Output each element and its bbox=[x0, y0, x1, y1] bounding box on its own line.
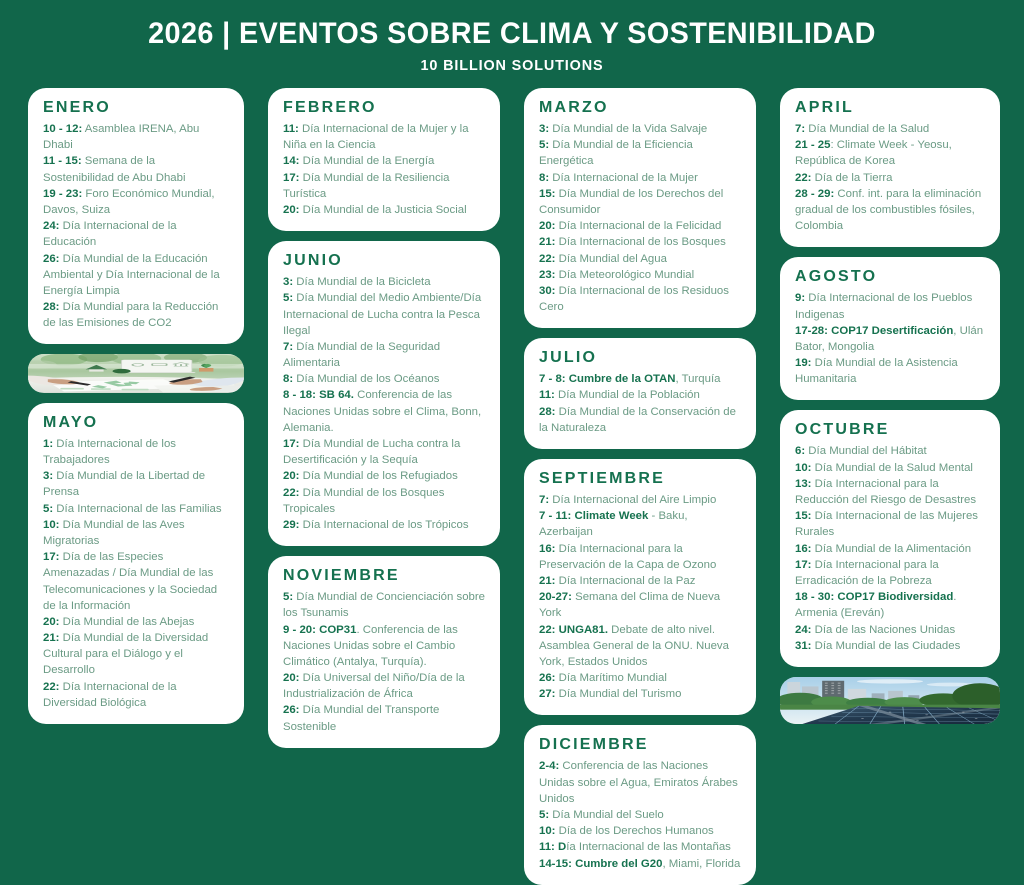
page-subtitle: 10 BILLION SOLUTIONS bbox=[420, 56, 604, 74]
event-date: 20: bbox=[539, 220, 556, 233]
event-text: Día Mundial de la Diversidad Cultural para el Diálogo y el Desarrollo bbox=[43, 632, 209, 677]
event-item bbox=[795, 121, 985, 137]
event-item bbox=[283, 622, 485, 671]
event-item bbox=[539, 839, 741, 855]
column-1 bbox=[0, 88, 256, 724]
event-date: 8: bbox=[539, 171, 550, 184]
event-text: Día Mundial de la Bicicleta bbox=[293, 276, 431, 289]
month-heading: MARZO bbox=[539, 99, 609, 116]
event-text: Día Internacional de los Bosques bbox=[555, 236, 726, 249]
event-date: 16: bbox=[795, 542, 812, 555]
event-date: 26: bbox=[539, 672, 556, 685]
event-date: 26: bbox=[43, 252, 60, 265]
event-item bbox=[283, 121, 485, 153]
event-text: Asamblea IRENA, Abu Dhabi bbox=[43, 123, 200, 152]
solar-panels-city-illustration bbox=[780, 677, 1000, 724]
event-date: 28 - 29: bbox=[795, 187, 835, 200]
event-date: 9 - 20: bbox=[283, 623, 316, 636]
event-date: 10: bbox=[539, 825, 556, 838]
event-date: 7: bbox=[283, 340, 294, 353]
month-heading: SEPTIEMBRE bbox=[539, 470, 666, 487]
month-card-noviembre bbox=[268, 556, 500, 748]
event-text: Día Mundial del Suelo bbox=[549, 809, 664, 821]
event-text: Día Mundial del Hábitat bbox=[805, 445, 927, 458]
event-item bbox=[539, 387, 741, 403]
event-text: Día Mundial de la Justicia Social bbox=[299, 203, 467, 216]
event-text: Día Mundial de la Población bbox=[554, 389, 700, 402]
event-date: 10 - 12: bbox=[43, 123, 83, 135]
event-date: 3: bbox=[283, 276, 294, 289]
event-text: Conferencia de las Naciones Unidas sobre el Agua, Emiratos Árabes Unidos bbox=[539, 760, 738, 805]
event-date: 3: bbox=[539, 123, 550, 135]
event-date: 24: bbox=[43, 220, 60, 233]
event-item bbox=[795, 460, 985, 476]
event-text: Debate de alto nivel. Asamblea General de la ONU. Nueva York, Estados Unidos bbox=[539, 623, 729, 668]
event-item bbox=[43, 679, 229, 711]
event-item bbox=[283, 517, 485, 533]
event-list bbox=[539, 492, 741, 702]
event-date: 30: bbox=[539, 284, 556, 297]
event-item bbox=[539, 267, 741, 283]
event-text: , Ulán Bator, Mongolia bbox=[795, 324, 984, 353]
event-date: 22: bbox=[43, 680, 60, 693]
event-item bbox=[795, 170, 985, 186]
event-list bbox=[539, 371, 741, 436]
event-text: , Turquía bbox=[675, 373, 721, 386]
event-item bbox=[795, 323, 985, 355]
event-item bbox=[283, 290, 485, 339]
event-item bbox=[43, 153, 229, 185]
event-item bbox=[539, 541, 741, 573]
event-date: 5: bbox=[539, 809, 550, 821]
event-list bbox=[795, 121, 985, 234]
event-date: 21: bbox=[43, 632, 60, 645]
event-text: Día de la Tierra bbox=[811, 171, 893, 184]
event-item bbox=[283, 339, 485, 371]
event-item bbox=[283, 670, 485, 702]
event-item bbox=[539, 137, 741, 169]
photo-solar-panels-city bbox=[780, 677, 1000, 724]
event-date: 17: bbox=[43, 551, 60, 564]
event-date: 20: bbox=[283, 470, 300, 483]
event-item bbox=[283, 170, 485, 202]
event-text: Día Internacional del Aire Limpio bbox=[549, 494, 717, 506]
event-date: 22: bbox=[795, 171, 812, 184]
event-item bbox=[43, 468, 229, 500]
event-text: Día Marítimo Mundial bbox=[555, 672, 667, 685]
event-item bbox=[539, 589, 741, 621]
event-date: 11: bbox=[283, 123, 299, 135]
event-date: 8: bbox=[283, 373, 294, 386]
event-date: 15: bbox=[539, 187, 556, 200]
event-item bbox=[539, 856, 741, 872]
event-text: - Baku, Azerbaijan bbox=[539, 510, 688, 539]
event-list bbox=[795, 443, 985, 653]
event-item bbox=[43, 218, 229, 250]
column-4 bbox=[768, 88, 1024, 724]
event-date: 19: bbox=[795, 357, 812, 370]
event-text: Día Internacional de la Mujer y la Niña en la Ciencia bbox=[283, 123, 469, 152]
event-list bbox=[539, 121, 741, 315]
event-item bbox=[795, 638, 985, 654]
event-text: Día Mundial de la Vida Salvaje bbox=[549, 123, 708, 135]
column-3 bbox=[512, 88, 768, 870]
event-item bbox=[795, 476, 985, 508]
event-text: Día Mundial de la Alimentación bbox=[811, 542, 972, 555]
event-text: Día Mundial de la Asistencia Humanitaria bbox=[795, 357, 958, 386]
event-text: Día Internacional de las Mujeres Rurales bbox=[795, 510, 978, 539]
month-card-agosto bbox=[780, 257, 1000, 400]
event-date: 13: bbox=[795, 477, 812, 490]
event-text: Día Meteorológico Mundial bbox=[555, 268, 695, 281]
event-item bbox=[795, 355, 985, 387]
event-list bbox=[43, 121, 229, 331]
month-heading: JUNIO bbox=[283, 252, 343, 270]
event-text: Día Mundial del Turismo bbox=[555, 688, 682, 701]
event-text: Día Mundial de las Ciudades bbox=[811, 639, 961, 652]
event-text: Día Mundial de Concienciación sobre los Tsunamis bbox=[283, 591, 485, 620]
month-card-april bbox=[780, 88, 1000, 247]
event-text: Día Internacional de las Familias bbox=[53, 502, 222, 515]
event-date: 20: bbox=[283, 672, 300, 685]
event-text: Día Internacional de los Pueblos Indigenas bbox=[795, 292, 973, 321]
event-item bbox=[283, 485, 485, 517]
event-item bbox=[539, 492, 741, 508]
month-card-junio bbox=[268, 241, 500, 546]
column-2 bbox=[256, 88, 512, 733]
event-list bbox=[539, 758, 741, 871]
event-item bbox=[795, 443, 985, 459]
sustainability-meeting-illustration bbox=[28, 354, 244, 392]
event-date: 29: bbox=[283, 518, 300, 531]
event-date: 14-15: bbox=[539, 857, 572, 870]
event-text: Día Mundial de los Bosques Tropicales bbox=[283, 486, 445, 515]
event-item bbox=[795, 589, 985, 621]
event-date: 21 - 25 bbox=[795, 139, 831, 152]
month-card-octubre bbox=[780, 410, 1000, 666]
event-date: 9: bbox=[795, 292, 806, 305]
event-text: Día Mundial de las Aves Migratorias bbox=[43, 518, 185, 547]
calendar-columns bbox=[0, 88, 1024, 870]
event-text: Día Mundial del Medio Ambiente/Día Internacional de Lucha contra la Pesca Ilegal bbox=[283, 292, 482, 337]
event-item bbox=[43, 630, 229, 679]
page-title: 2026 | EVENTOS SOBRE CLIMA Y SOSTENIBILIDAD bbox=[148, 17, 876, 50]
event-text: Día de las Naciones Unidas bbox=[811, 623, 956, 636]
event-text: Día Mundial de los Refugiados bbox=[299, 470, 458, 483]
event-text: . Conferencia de las Naciones Unidas sobre el Cambio Climático (Antalya, Turquía). bbox=[283, 623, 458, 668]
event-item bbox=[539, 251, 741, 267]
event-date: 31: bbox=[795, 639, 812, 652]
event-item bbox=[283, 436, 485, 468]
event-text: Día Internacional para la Reducción del Riesgo de Desastres bbox=[795, 477, 977, 506]
month-heading: APRIL bbox=[795, 99, 854, 116]
month-card-mayo bbox=[28, 403, 244, 724]
event-text: Día Internacional de la Paz bbox=[555, 574, 696, 587]
event-date: 2-4: bbox=[539, 760, 560, 773]
event-text: Día Mundial de la Eficiencia Energética bbox=[539, 139, 693, 168]
event-item bbox=[283, 202, 485, 218]
event-highlight: COP17 Biodiversidad bbox=[834, 591, 954, 604]
month-heading: OCTUBRE bbox=[795, 421, 890, 439]
event-item bbox=[283, 153, 485, 169]
month-card-diciembre bbox=[524, 725, 756, 884]
event-item bbox=[283, 371, 485, 387]
event-text: Día Mundial de los Océanos bbox=[293, 373, 440, 386]
event-text: Conferencia de las Naciones Unidas sobre el Clima, Bonn, Alemania. bbox=[283, 389, 482, 434]
event-date: 22: bbox=[283, 486, 300, 499]
month-heading: ENERO bbox=[43, 99, 111, 116]
event-text: Día Internacional de los Trópicos bbox=[299, 518, 469, 531]
month-heading: JULIO bbox=[539, 349, 598, 367]
event-date: 15: bbox=[795, 510, 812, 523]
event-date: 7 - 8: bbox=[539, 373, 566, 386]
event-item bbox=[43, 251, 229, 300]
event-date: 11 - 15: bbox=[43, 155, 82, 168]
event-item bbox=[539, 170, 741, 186]
event-item bbox=[283, 702, 485, 734]
event-item bbox=[43, 549, 229, 614]
month-card-marzo bbox=[524, 88, 756, 328]
event-text: Día Internacional para la Erradicación de la Pobreza bbox=[795, 558, 939, 587]
event-highlight: COP17 Desertificación bbox=[827, 324, 954, 337]
event-list bbox=[795, 290, 985, 387]
event-text: Día Mundial de la Educación Ambiental y Día Internacional de la Energía Limpia bbox=[43, 252, 220, 297]
event-text: Conf. int. para la eliminación gradual de los combustibles fósiles, Colombia bbox=[795, 187, 982, 233]
month-card-febrero bbox=[268, 88, 500, 231]
event-item bbox=[43, 517, 229, 549]
event-date: 7: bbox=[795, 123, 806, 135]
page-header bbox=[0, 0, 1024, 74]
event-item bbox=[43, 121, 229, 153]
event-highlight: Cumbre del G20 bbox=[571, 857, 663, 870]
event-item bbox=[795, 137, 985, 169]
event-text: Día Mundial de la Salud Mental bbox=[811, 461, 973, 474]
event-highlight: UNGA81. bbox=[555, 623, 609, 636]
event-text: Día Mundial de los Derechos del Consumidor bbox=[539, 187, 724, 216]
event-text: Día Mundial de la Seguridad Alimentaria bbox=[283, 340, 441, 370]
event-item bbox=[539, 234, 741, 250]
event-item bbox=[43, 501, 229, 517]
event-item bbox=[539, 283, 741, 315]
event-item bbox=[43, 186, 229, 218]
photo-sustainability-meeting bbox=[28, 354, 244, 392]
event-item bbox=[43, 614, 229, 630]
event-item bbox=[539, 404, 741, 436]
event-item bbox=[283, 468, 485, 484]
event-date: 21: bbox=[539, 236, 556, 249]
event-item bbox=[539, 218, 741, 234]
event-highlight: Cumbre de la OTAN bbox=[565, 373, 676, 386]
event-text: Día Internacional de la Felicidad bbox=[555, 220, 722, 233]
event-date: 16: bbox=[539, 542, 556, 555]
event-list bbox=[283, 589, 485, 735]
event-highlight: COP31 bbox=[315, 623, 357, 636]
month-card-septiembre bbox=[524, 459, 756, 715]
event-item bbox=[283, 387, 485, 436]
event-text: Día Mundial de la Libertad de Prensa bbox=[43, 470, 206, 499]
event-item bbox=[539, 371, 741, 387]
event-item bbox=[539, 121, 741, 137]
event-date: 10: bbox=[43, 518, 60, 531]
event-highlight: SB 64. bbox=[315, 389, 354, 402]
event-text: Día Mundial de la Resiliencia Turística bbox=[283, 171, 450, 200]
event-date: 11: D bbox=[539, 841, 567, 854]
event-text: Día Mundial del Agua bbox=[555, 252, 667, 265]
month-card-julio bbox=[524, 338, 756, 449]
event-date: 8 - 18: bbox=[283, 389, 316, 402]
event-date: 23: bbox=[539, 268, 556, 281]
event-list bbox=[43, 436, 229, 711]
event-item bbox=[539, 686, 741, 702]
event-text: ía Internacional de las Montañas bbox=[566, 841, 731, 854]
event-date: 5: bbox=[283, 292, 294, 305]
event-date: 20-27: bbox=[539, 591, 572, 604]
month-heading: DICIEMBRE bbox=[539, 736, 649, 754]
event-list bbox=[283, 274, 485, 533]
event-date: 24: bbox=[795, 623, 812, 636]
event-item bbox=[539, 186, 741, 218]
event-text: Día Mundial para la Reducción de las Emisiones de CO2 bbox=[43, 301, 219, 330]
event-item bbox=[539, 508, 741, 540]
event-date: 20: bbox=[283, 203, 300, 216]
event-text: , Miami, Florida bbox=[662, 857, 741, 870]
event-text: Día Internacional para la Preservación de la Capa de Ozono bbox=[539, 542, 717, 571]
event-text: Día Internacional de los Residuos Cero bbox=[539, 284, 729, 314]
event-date: 26: bbox=[283, 704, 300, 717]
event-text: Día Internacional de la Diversidad Biológica bbox=[43, 680, 177, 709]
event-date: 17-28: bbox=[795, 324, 828, 337]
event-date: 27: bbox=[539, 688, 556, 701]
event-date: 28: bbox=[43, 301, 60, 314]
event-item bbox=[795, 557, 985, 589]
event-text: Día Internacional de los Trabajadores bbox=[43, 437, 176, 466]
event-date: 11: bbox=[539, 389, 555, 402]
event-item bbox=[795, 290, 985, 322]
event-item bbox=[539, 670, 741, 686]
event-date: 17: bbox=[283, 438, 300, 450]
event-date: 19 - 23: bbox=[43, 187, 83, 200]
event-item bbox=[539, 622, 741, 671]
event-text: Día de las Especies Amenazadas / Día Mundial de las Telecomunicaciones y la Sociedad de la Información bbox=[43, 551, 218, 612]
event-date: 21: bbox=[539, 574, 556, 587]
event-date: 18 - 30: bbox=[795, 591, 835, 604]
event-date: 20: bbox=[43, 615, 60, 628]
event-date: 22: bbox=[539, 623, 556, 636]
event-item bbox=[43, 436, 229, 468]
event-item bbox=[283, 589, 485, 621]
event-text: Día Universal del Niño/Día de la Industrialización de África bbox=[283, 672, 465, 701]
event-date: 5: bbox=[539, 139, 550, 152]
event-text: Día Mundial de Lucha contra la Desertificación y la Sequía bbox=[283, 438, 461, 467]
event-text: Foro Económico Mundial, Davos, Suiza bbox=[43, 187, 215, 216]
event-list bbox=[283, 121, 485, 218]
event-date: 7: bbox=[539, 494, 550, 506]
event-date: 17: bbox=[283, 171, 300, 184]
event-date: 10: bbox=[795, 461, 812, 474]
event-date: 17: bbox=[795, 558, 812, 571]
month-heading: AGOSTO bbox=[795, 268, 878, 286]
month-heading: FEBRERO bbox=[283, 99, 377, 116]
event-text: Día de los Derechos Humanos bbox=[555, 825, 714, 838]
event-item bbox=[795, 508, 985, 540]
event-date: 28: bbox=[539, 405, 556, 418]
event-text: . Armenia (Ereván) bbox=[795, 591, 957, 620]
event-text: Semana del Clima de Nueva York bbox=[539, 591, 721, 620]
event-item bbox=[539, 573, 741, 589]
event-date: 5: bbox=[43, 502, 54, 515]
event-date: 3: bbox=[43, 470, 54, 483]
event-date: 6: bbox=[795, 445, 806, 458]
event-date: 5: bbox=[283, 591, 294, 604]
event-item bbox=[795, 622, 985, 638]
event-item bbox=[43, 299, 229, 331]
event-text: : Climate Week - Yeosu, República de Korea bbox=[795, 139, 952, 168]
event-text: Día Mundial de las Abejas bbox=[59, 615, 195, 628]
event-item bbox=[539, 758, 741, 807]
event-date: 1: bbox=[43, 437, 54, 450]
event-text: Día Mundial de la Conservación de la Naturaleza bbox=[539, 405, 736, 434]
event-date: 7 - 11: bbox=[539, 510, 572, 523]
event-text: Día Mundial del Transporte Sostenible bbox=[283, 704, 440, 733]
month-heading: NOVIEMBRE bbox=[283, 567, 400, 585]
event-text: Día Mundial de la Energía bbox=[299, 155, 435, 168]
event-item bbox=[283, 274, 485, 290]
event-item bbox=[795, 186, 985, 235]
event-item bbox=[539, 807, 741, 823]
month-card-enero bbox=[28, 88, 244, 344]
event-text: Día Internacional de la Educación bbox=[43, 220, 177, 249]
event-text: Día Mundial de la Salud bbox=[805, 123, 930, 135]
event-text: Semana de la Sostenibilidad de Abu Dhabi bbox=[43, 155, 186, 184]
month-heading: MAYO bbox=[43, 413, 99, 431]
event-item bbox=[795, 541, 985, 557]
event-text: Día Internacional de la Mujer bbox=[549, 171, 698, 184]
event-item bbox=[539, 823, 741, 839]
event-highlight: Climate Week bbox=[571, 510, 649, 523]
event-date: 22: bbox=[539, 252, 556, 265]
event-date: 14: bbox=[283, 155, 300, 168]
